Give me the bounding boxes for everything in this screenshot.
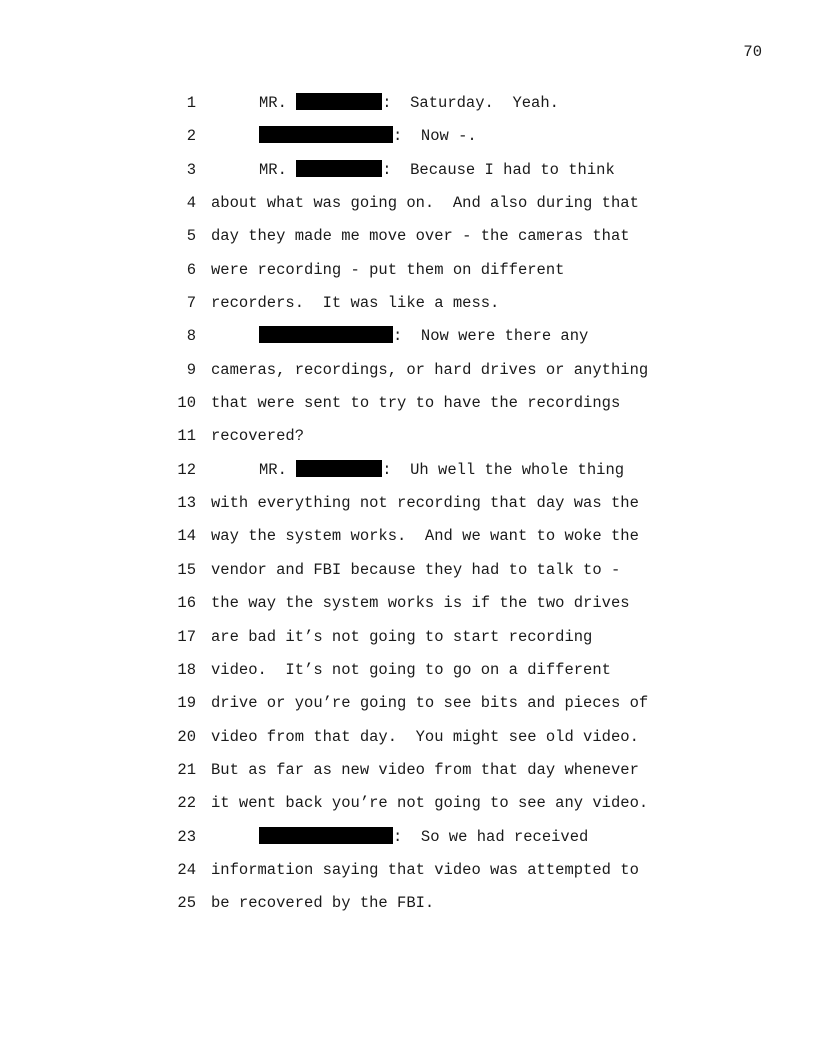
transcript-line	[0, 93, 816, 126]
redaction-bar	[259, 326, 393, 343]
line-content: video from that day. You might see old video.	[211, 727, 639, 746]
transcript-line	[0, 693, 816, 726]
line-content: be recovered by the FBI.	[211, 894, 435, 913]
line-content: the way the system works is if the two drives	[211, 594, 630, 613]
line-text	[211, 893, 434, 913]
line-number: 5	[186, 227, 196, 246]
line-content: : Because I had to think	[382, 160, 615, 179]
line-number: 11	[177, 427, 196, 446]
transcript-line	[0, 627, 816, 660]
transcript-line	[0, 393, 816, 426]
line-content: vendor and FBI because they had to talk to -	[211, 560, 621, 579]
line-number: 1	[186, 94, 196, 112]
line-content: recorders. It was like a mess.	[211, 294, 500, 313]
transcript-line	[0, 226, 816, 259]
transcript-line	[0, 493, 816, 526]
line-content: about what was going on. And also during that	[211, 194, 639, 213]
line-number: 17	[177, 627, 196, 646]
line-text	[211, 193, 639, 213]
line-text	[211, 526, 639, 546]
line-content: : Uh well the whole thing	[382, 460, 625, 479]
line-text	[211, 660, 611, 680]
line-content: video. It’s not going to go on a different	[211, 660, 611, 679]
line-number: 10	[177, 394, 196, 413]
line-text	[211, 560, 620, 580]
transcript-line	[0, 827, 816, 860]
line-text	[211, 793, 648, 813]
line-number: 16	[177, 594, 196, 613]
line-number: 6	[186, 260, 196, 279]
transcript-line	[0, 760, 816, 793]
transcript-lines	[0, 93, 816, 927]
line-content: were recording - put them on different	[211, 260, 565, 279]
transcript-line	[0, 893, 816, 926]
speaker-prefix: MR.	[259, 160, 297, 179]
transcript-line	[0, 660, 816, 693]
line-text	[259, 126, 477, 146]
line-text	[211, 426, 304, 446]
line-content: : Now -.	[393, 127, 477, 146]
line-content: cameras, recordings, or hard drives or anything	[211, 360, 649, 379]
line-content: : So we had received	[393, 827, 589, 846]
line-number: 7	[186, 294, 196, 313]
line-content: it went back you’re not going to see any video.	[211, 794, 649, 813]
line-text	[259, 827, 588, 847]
line-text	[211, 493, 639, 513]
transcript-line	[0, 260, 816, 293]
redaction-bar	[259, 827, 393, 844]
transcript-line	[0, 160, 816, 193]
line-content: that were sent to try to have the recordings	[211, 394, 621, 413]
line-text	[211, 260, 564, 280]
transcript-line	[0, 360, 816, 393]
line-number: 22	[177, 794, 196, 813]
line-text	[211, 593, 630, 613]
transcript-line	[0, 426, 816, 459]
line-text	[259, 93, 559, 113]
line-number: 15	[177, 560, 196, 579]
redaction-bar	[259, 126, 393, 143]
line-content: But as far as new video from that day whenever	[211, 760, 639, 779]
line-number: 13	[177, 494, 196, 513]
line-content: with everything not recording that day was the	[211, 494, 639, 513]
line-text	[259, 326, 588, 346]
line-number: 20	[177, 727, 196, 746]
line-number: 2	[186, 127, 196, 146]
line-number: 24	[177, 860, 196, 879]
line-number: 23	[177, 827, 196, 846]
redaction-bar	[296, 93, 382, 110]
line-text	[211, 293, 499, 313]
line-content: : Saturday. Yeah.	[382, 94, 559, 112]
line-text	[259, 160, 615, 180]
transcript-line	[0, 293, 816, 326]
transcript-line	[0, 126, 816, 159]
transcript-line	[0, 727, 816, 760]
transcript-line	[0, 860, 816, 893]
line-number: 19	[177, 694, 196, 713]
transcript-line	[0, 560, 816, 593]
line-text	[211, 393, 620, 413]
redaction-bar	[296, 160, 382, 177]
line-text	[259, 460, 624, 480]
line-number: 21	[177, 760, 196, 779]
line-number: 12	[177, 460, 196, 479]
page-number: 70	[743, 43, 762, 61]
line-text	[211, 727, 639, 747]
line-number: 25	[177, 894, 196, 913]
line-content: day they made me move over - the cameras that	[211, 227, 630, 246]
line-content: are bad it’s not going to start recording	[211, 627, 593, 646]
line-text	[211, 693, 648, 713]
line-number: 8	[186, 327, 196, 346]
transcript-line	[0, 793, 816, 826]
speaker-prefix: MR.	[259, 460, 297, 479]
line-number: 4	[186, 194, 196, 213]
line-number: 14	[177, 527, 196, 546]
line-number: 3	[186, 160, 196, 179]
line-text	[211, 226, 630, 246]
line-text	[211, 627, 592, 647]
transcript-line	[0, 193, 816, 226]
transcript-line	[0, 460, 816, 493]
speaker-prefix: MR.	[259, 94, 297, 112]
line-number: 9	[186, 360, 196, 379]
line-number: 18	[177, 660, 196, 679]
line-content: : Now were there any	[393, 327, 589, 346]
transcript-line	[0, 526, 816, 559]
transcript-line	[0, 593, 816, 626]
line-content: recovered?	[211, 427, 305, 446]
line-text	[211, 760, 639, 780]
redaction-bar	[296, 460, 382, 477]
line-text	[211, 860, 639, 880]
line-content: drive or you’re going to see bits and pieces of	[211, 694, 649, 713]
line-content: information saying that video was attempted to	[211, 860, 639, 879]
line-content: way the system works. And we want to woke the	[211, 527, 639, 546]
transcript-line	[0, 326, 816, 359]
line-text	[211, 360, 648, 380]
